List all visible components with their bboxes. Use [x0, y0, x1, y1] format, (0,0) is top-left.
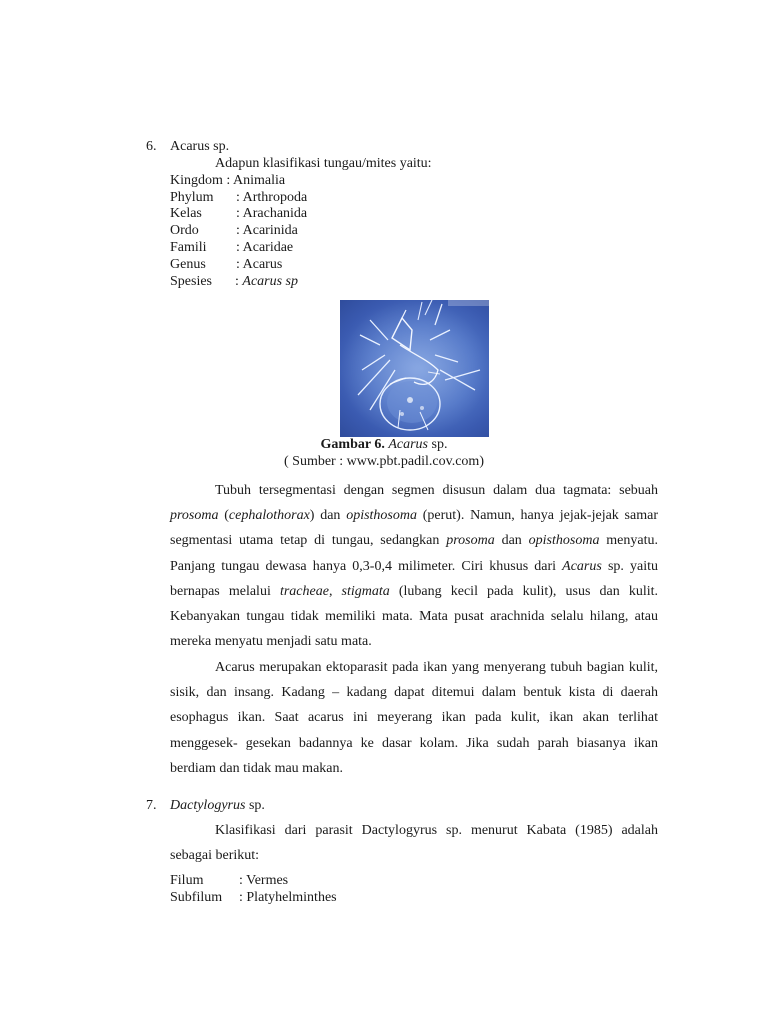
section-6-number: 6.	[146, 139, 157, 154]
rank-label: Ordo	[170, 223, 199, 238]
acarus-microscope-image	[340, 300, 489, 437]
species-name: Acarus sp	[242, 274, 299, 289]
rank-value: : Arachanida	[236, 206, 308, 221]
rank-label: Famili	[170, 240, 207, 255]
rank-label: Filum	[170, 873, 204, 888]
rank-label: Spesies	[170, 274, 212, 289]
caption-rest: sp.	[431, 437, 448, 452]
figure-source: ( Sumber : www.pbt.padil.cov.com)	[284, 454, 484, 469]
rank-value: : Acarus	[236, 257, 283, 272]
rank-label: Genus	[170, 257, 206, 272]
rank-value: : Arthropoda	[236, 190, 308, 205]
rank-value: : Vermes	[239, 873, 289, 888]
section-7-number: 7.	[146, 798, 157, 813]
section-7-title: Dactylogyrus sp.	[170, 798, 265, 813]
rank-label: Kingdom	[170, 173, 223, 188]
rank-value: : Animalia	[226, 173, 286, 188]
rank-value: : Acarinida	[236, 223, 298, 238]
figure-caption	[0, 437, 768, 453]
caption-species: Acarus	[388, 437, 429, 452]
rank-label: Subfilum	[170, 890, 223, 905]
paragraph-body-1: Tubuh tersegmentasi dengan segmen disusun dalam dua tagmata: sebuah prosoma (cephalothorax) dan opisthosoma (perut). Namun, hanya jejak-jejak samar segmentasi utama tetap di tungau, sedangkan prosoma dan opisthosoma menyatu. Panjang tungau dewasa hanya 0,3-0,4 milimeter. Ciri khusus dari Acarus sp. yaitu bernapas melalui tracheae, stigmata (lubang kecil pada kulit), usus dan kulit. Kebanyakan tungau tidak memiliki mata. Mata pusat arachnida selalu hilang, atau mereka menyatu menjadi satu mata.	[170, 483, 659, 650]
mite-illustration	[340, 300, 489, 437]
paragraph-body-2: Acarus merupakan ektoparasit pada ikan yang menyerang tubuh bagian kulit, sisik, dan insang. Kadang – kadang dapat ditemui dalam bentuk kista di daerah esophagus ikan. Saat acarus ini meyerang ikan pada kulit, ikan akan terlihat menggesek- gesekan badannya ke dasar kolam. Jika sudah parah biasanya ikan berdiam dan tidak mau makan.	[170, 660, 658, 776]
caption-label: Gambar 6.	[320, 437, 385, 452]
section-7-intro: Klasifikasi dari parasit Dactylogyrus sp. menurut Kabata (1985) adalah sebagai berikut:	[170, 823, 658, 864]
section-6-intro: Adapun klasifikasi tungau/mites yaitu:	[215, 156, 432, 171]
rank-value: : Acarus sp	[235, 274, 299, 289]
rank-label: Kelas	[170, 206, 202, 221]
rank-value: : Acaridae	[236, 240, 294, 255]
section-6-title: Acarus sp.	[170, 139, 230, 154]
rank-label: Phylum	[170, 190, 214, 205]
classification-row	[170, 172, 285, 189]
rank-value: : Platyhelminthes	[239, 890, 337, 905]
